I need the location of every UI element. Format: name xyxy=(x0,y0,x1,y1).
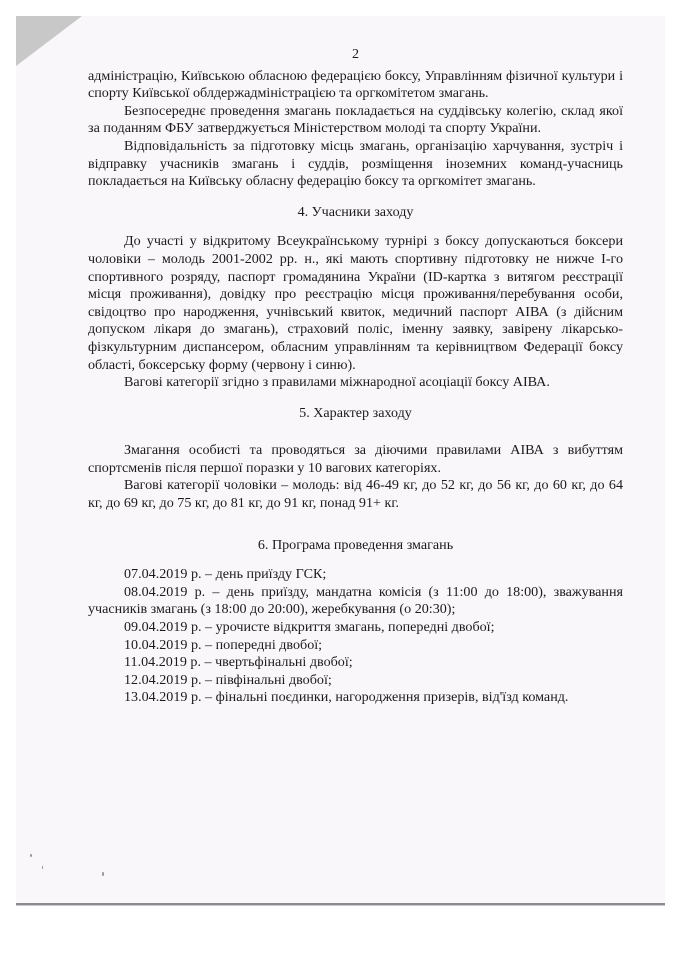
paragraph: адміністрацію, Київською обласною федерацією боксу, Управлінням фізичної культури і спорту Київської облдержадміністрацією та оргкомітетом змагань. xyxy=(88,67,623,102)
page-number: 2 xyxy=(351,46,360,62)
folded-corner xyxy=(16,16,82,66)
schedule-item: 08.04.2019 р. – день приїзду, мандатна комісія (з 11:00 до 18:00), зважування учасників змагань (з 18:00 до 20:00), жеребкування (о 20:30); xyxy=(88,583,623,618)
section-heading-character: 5. Характер заходу xyxy=(299,404,412,421)
schedule-item: 10.04.2019 р. – попередні двобої; xyxy=(124,636,323,653)
document-body xyxy=(88,46,623,707)
paragraph: До участі у відкритому Всеукраїнському турнірі з боксу допускаються боксери чоловіки – молодь 2001-2002 рр. н., які мають спортивну підготовку не нижче І-го спортивного розряду, паспорт громадянина України (ID-картка з витягом реєстрації місця проживання), довідку про реєстрацію місця проживання/перебування особи, свідоцтво про народження, учнівський квиток, медичний паспорт АІВА (з дійсним допуском лікаря до змагань), страховий поліс, іменну заявку, завірену лікарсько-фізкультурним диспансером, обласним управлінням та керівництвом Федерації боксу області, боксерську форму (червону і синю). xyxy=(88,233,623,373)
section-heading-participants: 4. Учасники заходу xyxy=(297,203,414,220)
schedule-item: 07.04.2019 р. – день приїзду ГСК; xyxy=(124,566,327,583)
schedule-item: 13.04.2019 р. – фінальні поєдинки, нагородження призерів, від'їзд команд. xyxy=(124,689,569,706)
paragraph: Відповідальність за підготовку місць змагань, організацію харчування, зустріч і відправку учасників змагань і суддів, розміщення іноземних команд-учасниць покладається на Київську обласну федерацію боксу та оргкомітет змагань. xyxy=(88,137,623,190)
schedule-item: 12.04.2019 р. – півфінальні двобої; xyxy=(124,671,332,688)
schedule-item: 11.04.2019 р. – чвертьфінальні двобої; xyxy=(124,654,353,671)
paragraph: Вагові категорії чоловіки – молодь: від 46-49 кг, до 52 кг, до 56 кг, до 60 кг, до 64 кг, до 69 кг, до 75 кг, до 81 кг, до 91 кг, понад 91+ кг. xyxy=(88,477,623,512)
section-heading-program: 6. Програма проведення змагань xyxy=(257,536,454,553)
document-page xyxy=(16,16,665,905)
scan-speck xyxy=(30,854,32,857)
scan-speck xyxy=(102,872,104,876)
schedule-item: 09.04.2019 р. – урочисте відкриття змагань, попередні двобої; xyxy=(124,619,495,636)
paragraph: Змагання особисті та проводяться за діючими правилами АІВА з вибуттям спортсменів після першої поразки у 10 вагових категоріях. xyxy=(88,442,623,476)
paragraph: Безпосереднє проведення змагань покладається на суддівську колегію, склад якої за поданням ФБУ затверджується Міністерством молоді та спорту України. xyxy=(88,102,623,137)
schedule-list xyxy=(88,566,623,707)
scan-speck xyxy=(42,866,43,869)
paragraph: Вагові категорії згідно з правилами міжнародної асоціації боксу АІВА. xyxy=(124,374,550,391)
